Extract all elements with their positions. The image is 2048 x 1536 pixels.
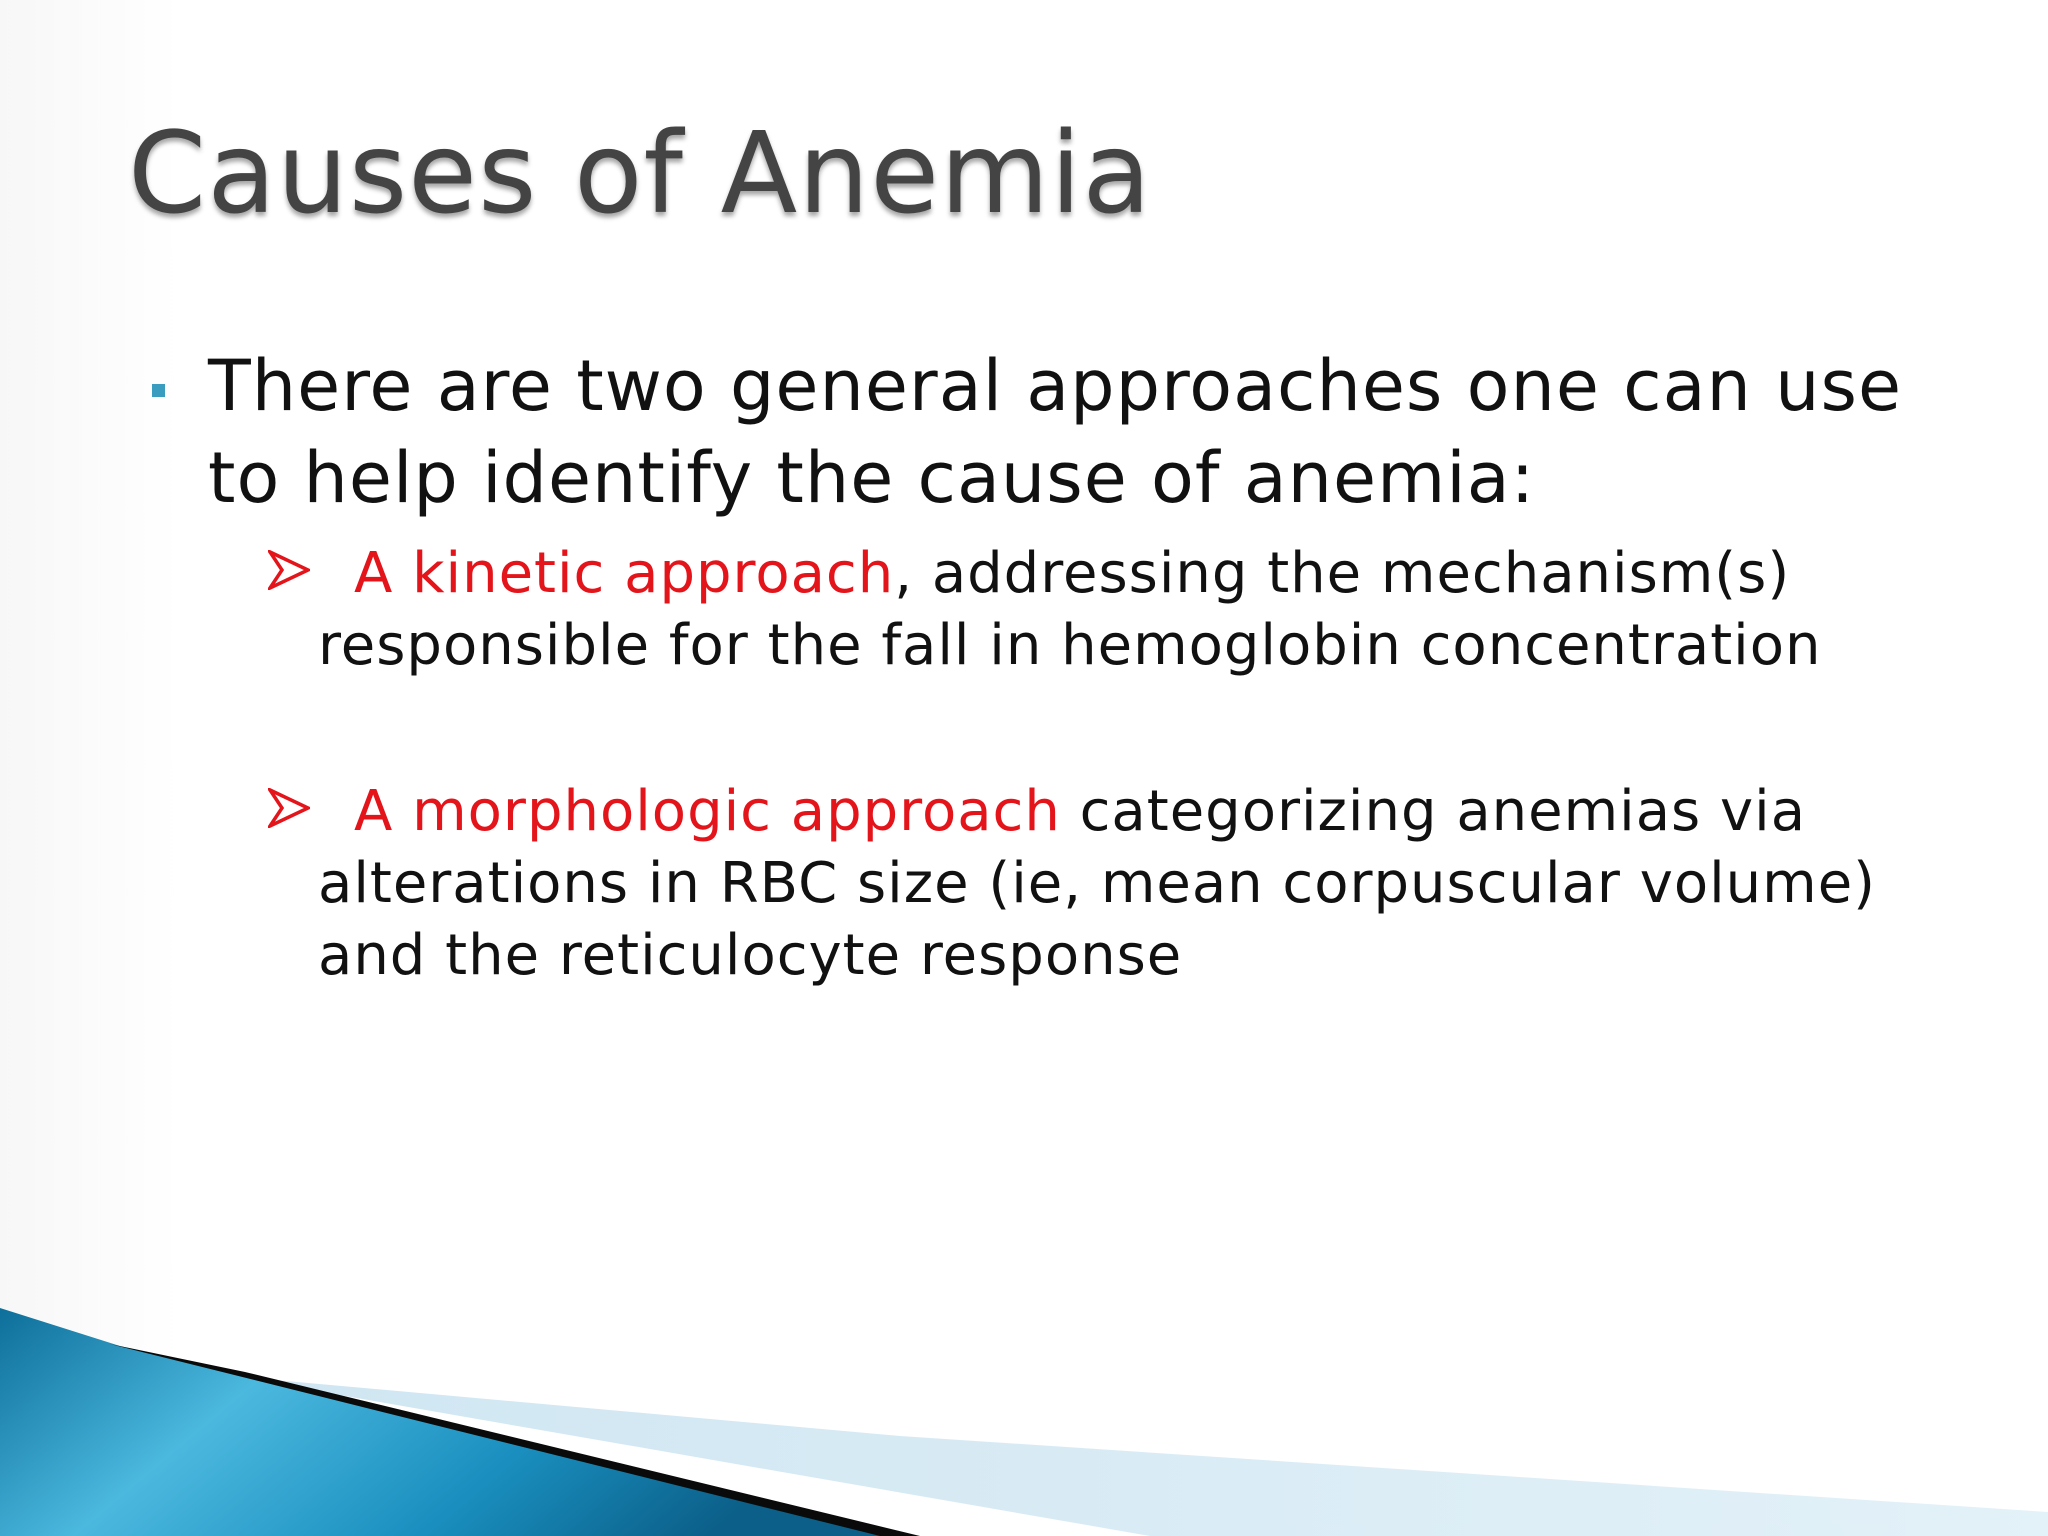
main-bullet-text: There are two general approaches one can use to help identify the cause of anemia: <box>208 345 1903 519</box>
square-bullet-icon <box>152 384 165 397</box>
sub-bullet-text <box>318 538 1878 682</box>
decorative-wave-graphic <box>0 1276 2048 1536</box>
body-text: categorizing anemias via alterations in RBC size (ie, mean corpuscular volume) and the reticulocyte response <box>318 779 1876 988</box>
arrowhead-bullet-icon <box>268 550 310 590</box>
arrowhead-bullet-icon <box>268 788 310 828</box>
highlight-text: A kinetic approach <box>354 541 895 606</box>
highlight-text: A morphologic approach <box>354 779 1061 844</box>
slide-title: Causes of Anemia <box>128 109 1152 239</box>
body-text: , addressing the mechanism(s) responsible for the fall in hemoglobin concentration <box>318 541 1822 678</box>
sub-bullet-text <box>318 776 1878 992</box>
